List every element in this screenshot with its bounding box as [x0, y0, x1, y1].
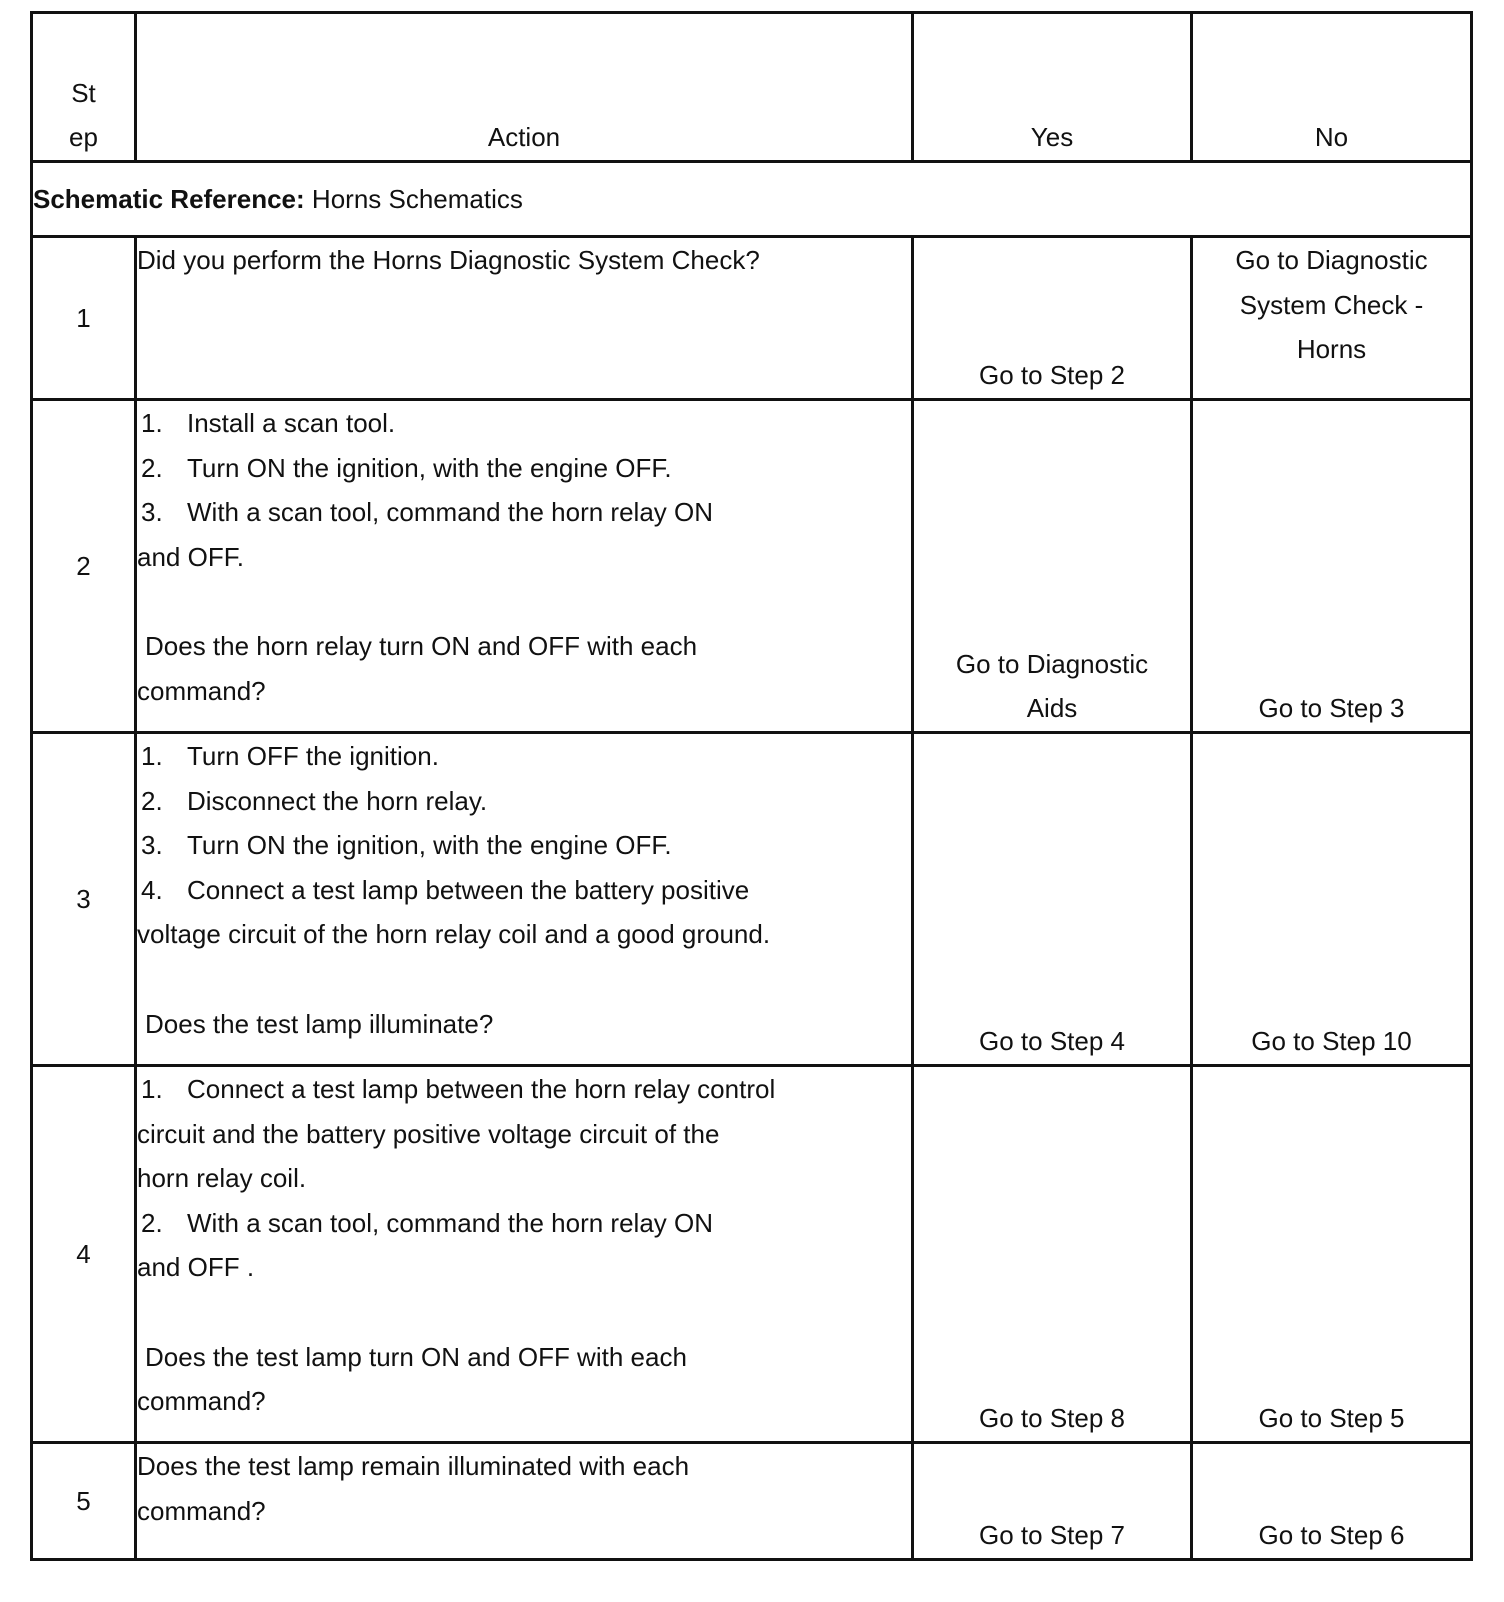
- table-row: [32, 400, 1472, 733]
- step-number: 2: [32, 400, 136, 733]
- action-text: Did you perform the Horns Diagnostic System Check?: [137, 245, 760, 275]
- yes-result: Go to Step 8: [913, 1066, 1192, 1443]
- header-step: St ep: [32, 13, 136, 162]
- action-item: 3. Turn ON the ignition, with the engine OFF.: [141, 830, 672, 861]
- action-cell: [136, 1066, 913, 1443]
- table-row: [32, 1443, 1472, 1560]
- table-header-row: [32, 13, 1472, 162]
- action-item: 1. Turn OFF the ignition.: [141, 741, 439, 771]
- action-item: 2. Turn ON the ignition, with the engine OFF.: [141, 452, 672, 483]
- schematic-reference-row: [32, 162, 1472, 237]
- action-item: 1. Connect a test lamp between the horn relay control: [141, 1074, 776, 1104]
- no-result: Go to Step 5: [1192, 1066, 1472, 1443]
- diagnostic-table: [30, 11, 1473, 1561]
- action-cell: [136, 237, 913, 400]
- action-item: 2. Disconnect the horn relay.: [141, 785, 488, 816]
- action-item-cont: voltage circuit of the horn relay coil and a good ground.: [137, 919, 771, 950]
- action-question-cont: command?: [137, 675, 266, 706]
- header-no: No: [1192, 13, 1472, 162]
- action-text-cont: command?: [137, 1495, 266, 1526]
- schematic-reference: [32, 162, 1472, 237]
- action-item: 3. With a scan tool, command the horn relay ON: [141, 497, 714, 528]
- step-number: 1: [32, 237, 136, 400]
- yes-result: Go to Step 2: [913, 237, 1192, 400]
- action-item: 2. With a scan tool, command the horn relay ON: [141, 1207, 714, 1238]
- no-result: Go to Step 6: [1192, 1443, 1472, 1560]
- table-row: [32, 237, 1472, 400]
- action-question-cont: command?: [137, 1386, 266, 1417]
- no-result: Go to Diagnostic System Check - Horns: [1192, 237, 1472, 400]
- action-question: Does the horn relay turn ON and OFF with each: [145, 630, 698, 661]
- action-text: Does the test lamp remain illuminated with each: [137, 1451, 690, 1481]
- action-cell: [136, 400, 913, 733]
- schematic-reference-value: Horns Schematics: [311, 183, 523, 214]
- table-row: [32, 733, 1472, 1066]
- yes-result: Go to Diagnostic Aids: [913, 400, 1192, 733]
- header-yes: Yes: [913, 13, 1192, 162]
- action-item-cont: and OFF .: [137, 1252, 255, 1283]
- step-number: 4: [32, 1066, 136, 1443]
- action-cell: [136, 733, 913, 1066]
- step-number: 3: [32, 733, 136, 1066]
- action-question: Does the test lamp turn ON and OFF with each: [145, 1341, 687, 1372]
- schematic-reference-label: Schematic Reference:: [33, 183, 305, 214]
- action-item-cont: and OFF.: [137, 541, 244, 572]
- action-cell: [136, 1443, 913, 1560]
- step-number: 5: [32, 1443, 136, 1560]
- action-item-cont: horn relay coil.: [137, 1163, 307, 1194]
- table-row: [32, 1066, 1472, 1443]
- header-action: Action: [136, 13, 913, 162]
- action-item-cont: circuit and the battery positive voltage circuit of the: [137, 1118, 720, 1149]
- yes-result: Go to Step 4: [913, 733, 1192, 1066]
- action-question: Does the test lamp illuminate?: [145, 1008, 494, 1039]
- no-result: Go to Step 10: [1192, 733, 1472, 1066]
- action-item: 1. Install a scan tool.: [141, 408, 396, 438]
- yes-result: Go to Step 7: [913, 1443, 1192, 1560]
- action-item: 4. Connect a test lamp between the battery positive: [141, 874, 750, 905]
- no-result: Go to Step 3: [1192, 400, 1472, 733]
